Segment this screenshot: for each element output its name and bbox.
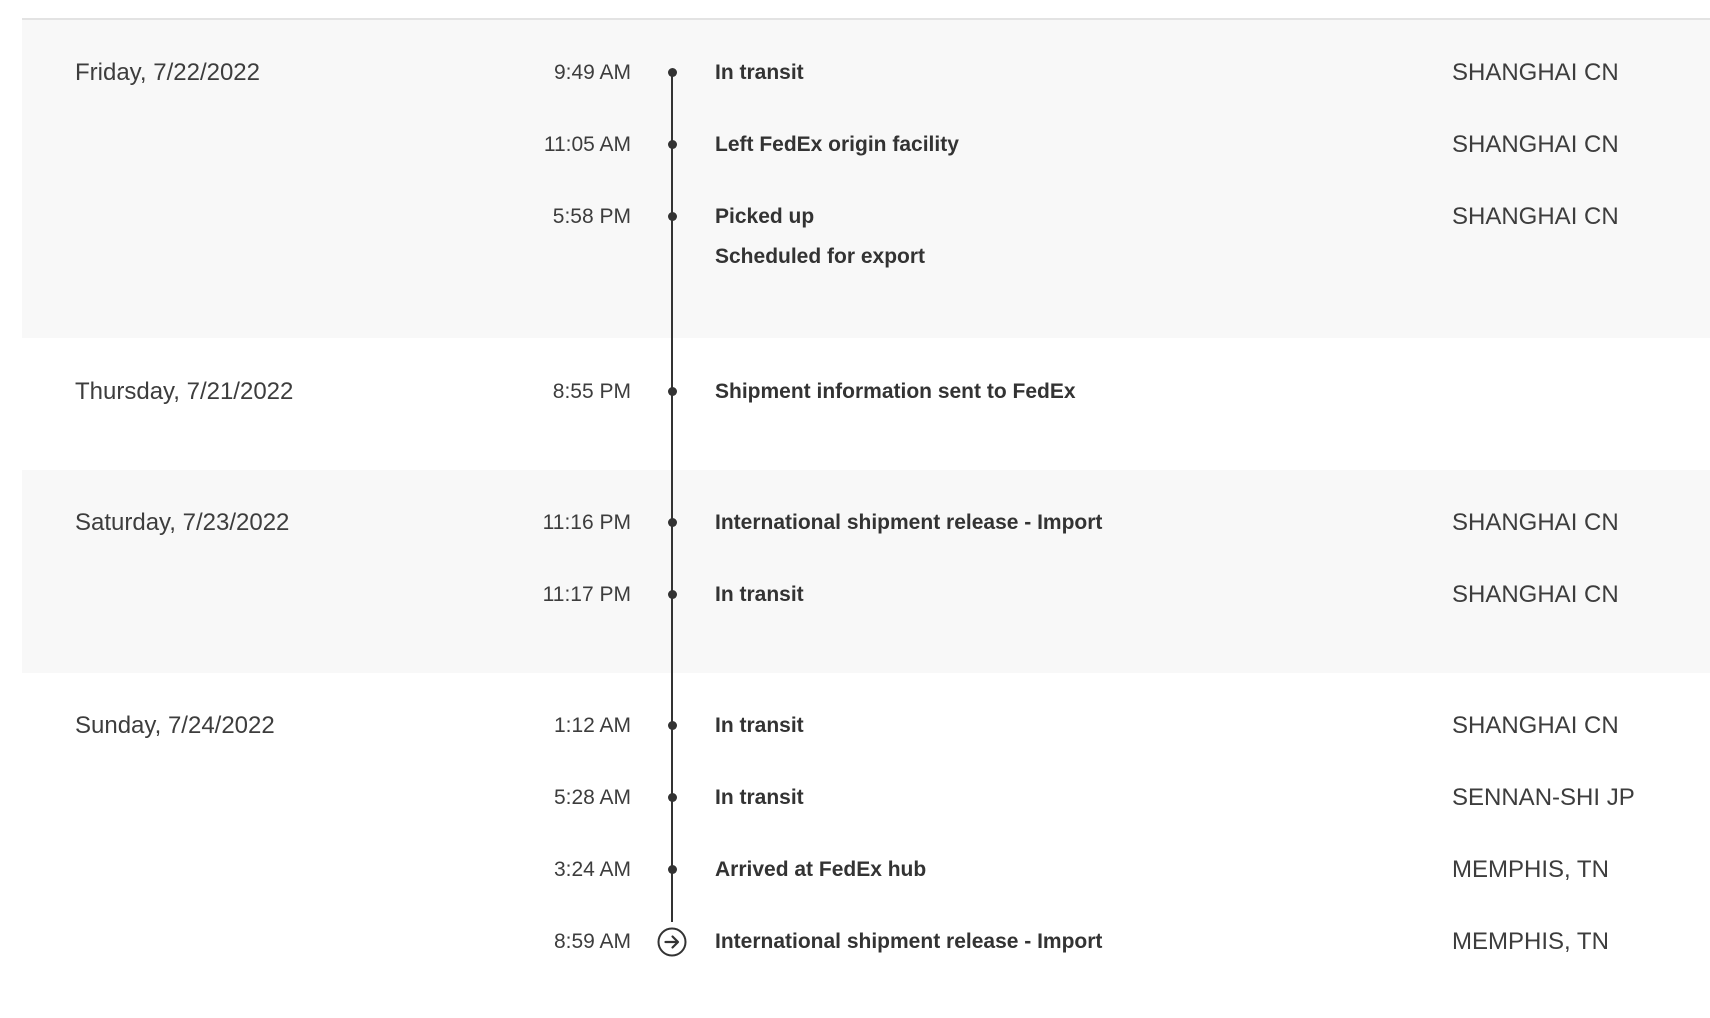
timeline-marker — [631, 690, 713, 762]
event-time: 8:55 PM — [552, 380, 631, 403]
date-group-sunday — [22, 673, 1710, 1018]
timeline-dot-icon — [668, 212, 677, 221]
timeline-dot-icon — [668, 387, 677, 396]
event-location: SHANGHAI CN — [1452, 59, 1619, 86]
timeline-event-row — [22, 109, 1710, 181]
timeline-event-row — [22, 906, 1710, 978]
timeline-dot-icon — [668, 865, 677, 874]
event-location: SENNAN-SHI JP — [1452, 784, 1635, 811]
event-time: 5:58 PM — [552, 205, 631, 228]
timeline-event-row — [22, 762, 1710, 834]
event-title: International shipment release - Import — [715, 511, 1103, 534]
date-label: Saturday, 7/23/2022 — [75, 509, 290, 536]
date-label: Friday, 7/22/2022 — [75, 59, 261, 86]
timeline-marker — [631, 762, 713, 834]
event-time: 11:16 PM — [542, 511, 631, 534]
event-time: 5:28 AM — [553, 786, 631, 809]
event-location: SHANGHAI CN — [1452, 581, 1619, 608]
date-label: Thursday, 7/21/2022 — [75, 378, 294, 405]
event-title: In transit — [715, 583, 804, 606]
event-title: In transit — [715, 786, 804, 809]
travel-history-timeline — [22, 18, 1710, 1018]
date-label: Sunday, 7/24/2022 — [75, 712, 275, 739]
timeline-event-row — [22, 181, 1710, 277]
timeline-marker — [631, 356, 713, 428]
event-location: SHANGHAI CN — [1452, 509, 1619, 536]
timeline-dot-icon — [668, 721, 677, 730]
event-time: 9:49 AM — [553, 61, 631, 84]
date-group-friday — [22, 20, 1710, 338]
arrow-right-circle-icon — [657, 927, 687, 957]
event-title: Left FedEx origin facility — [715, 133, 959, 156]
event-location: SHANGHAI CN — [1452, 712, 1619, 739]
timeline-marker — [631, 906, 713, 978]
timeline-marker — [631, 834, 713, 906]
event-time: 8:59 AM — [553, 930, 631, 953]
timeline-marker — [631, 109, 713, 181]
timeline-dot-icon — [668, 518, 677, 527]
timeline-dot-icon — [668, 68, 677, 77]
timeline-dot-icon — [668, 590, 677, 599]
date-group-thursday — [22, 338, 1710, 470]
event-time: 3:24 AM — [553, 858, 631, 881]
timeline-marker — [631, 559, 713, 631]
timeline-dot-icon — [668, 793, 677, 802]
event-location: SHANGHAI CN — [1452, 131, 1619, 158]
event-time: 11:17 PM — [542, 583, 631, 606]
timeline-event-row — [22, 559, 1710, 631]
timeline-event-row — [22, 690, 1710, 762]
event-location: MEMPHIS, TN — [1452, 928, 1609, 955]
event-title: Shipment information sent to FedEx — [715, 380, 1076, 403]
event-title: Arrived at FedEx hub — [715, 858, 927, 881]
event-time: 1:12 AM — [553, 714, 631, 737]
event-detail: Scheduled for export — [715, 245, 926, 268]
timeline-event-row — [22, 834, 1710, 906]
event-time: 11:05 AM — [543, 133, 631, 156]
event-title: International shipment release - Import — [715, 930, 1103, 953]
event-title: Picked up — [715, 205, 815, 228]
event-location: MEMPHIS, TN — [1452, 856, 1609, 883]
timeline-marker — [631, 487, 713, 559]
timeline-event-row — [22, 487, 1710, 559]
date-group-saturday — [22, 470, 1710, 673]
event-location — [1450, 356, 1710, 372]
timeline-dot-icon — [668, 140, 677, 149]
timeline-event-row — [22, 37, 1710, 109]
event-location: SHANGHAI CN — [1452, 203, 1619, 230]
timeline-marker — [631, 181, 713, 253]
timeline-event-row — [22, 356, 1710, 428]
timeline-marker — [631, 37, 713, 109]
event-title: In transit — [715, 61, 804, 84]
event-title: In transit — [715, 714, 804, 737]
